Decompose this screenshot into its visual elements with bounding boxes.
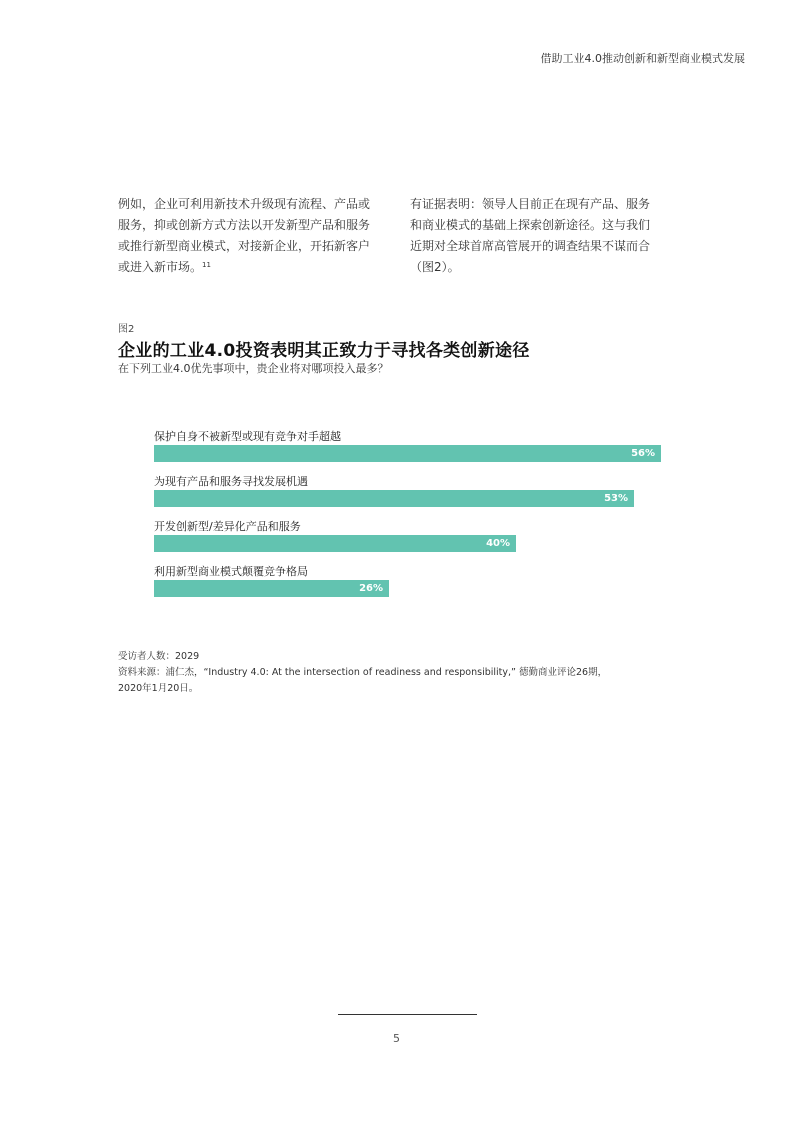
bar: [154, 580, 389, 597]
figure-label: 图2: [118, 324, 135, 335]
bar-value-label: 40%: [486, 538, 510, 549]
body-text-line: 和商业模式的基础上探索创新途径。这与我们: [410, 218, 651, 232]
body-text-left-column: [118, 194, 388, 278]
bar-value-label: 56%: [631, 448, 655, 459]
figure-title: 企业的工业4.0投资表明其正致力于寻找各类创新途径: [118, 341, 530, 361]
body-text-right-column: [410, 194, 675, 278]
body-text-line: 例如，企业可利用新技术升级现有流程、产品或: [118, 197, 371, 211]
figure-notes: [118, 649, 607, 697]
bar: [154, 535, 516, 552]
source-note: 资料来源：浦仁杰，“Industry 4.0: At the intersection of readiness and responsibility,” 德勤商业评论26期，: [118, 667, 608, 678]
body-text-line: 服务，抑或创新方式方法以开发新型产品和服务: [118, 218, 371, 232]
body-text-fragment: 或进入新市场。: [118, 260, 203, 274]
respondents-note: 受访者人数：2029: [118, 651, 200, 662]
bar-category-label: 为现有产品和服务寻找发展机遇: [154, 475, 308, 488]
page-number: 5: [393, 1032, 400, 1045]
bar-row: [154, 428, 661, 462]
bar-row: [154, 518, 516, 552]
running-header: 借助工业4.0推动创新和新型商业模式发展: [540, 52, 745, 65]
source-note-continued: 2020年1月20日。: [118, 683, 199, 694]
body-text-line: 近期对全球首席高管展开的调查结果不谋而合: [410, 239, 651, 253]
bar-value-label: 26%: [359, 583, 383, 594]
footnote-reference[interactable]: 11: [202, 261, 211, 269]
bar-category-label: 开发创新型/差异化产品和服务: [154, 520, 301, 533]
bar-row: [154, 473, 634, 507]
bar-category-label: 利用新型商业模式颠覆竞争格局: [154, 565, 308, 578]
bar-category-label: 保护自身不被新型或现有竞争对手超越: [154, 430, 341, 443]
body-text-line: [118, 257, 388, 278]
bar: [154, 445, 661, 462]
bar-row: [154, 563, 389, 597]
bar-value-label: 53%: [604, 493, 628, 504]
body-text-line: 或推行新型商业模式，对接新企业，开拓新客户: [118, 239, 371, 253]
body-text-line: （图2）。: [410, 260, 460, 274]
body-text-line: 有证据表明：领导人目前正在现有产品、服务: [410, 197, 651, 211]
bar: [154, 490, 634, 507]
figure-subtitle: 在下列工业4.0优先事项中，贵企业将对哪项投入最多？: [118, 362, 389, 375]
footer-divider: [338, 1014, 477, 1015]
